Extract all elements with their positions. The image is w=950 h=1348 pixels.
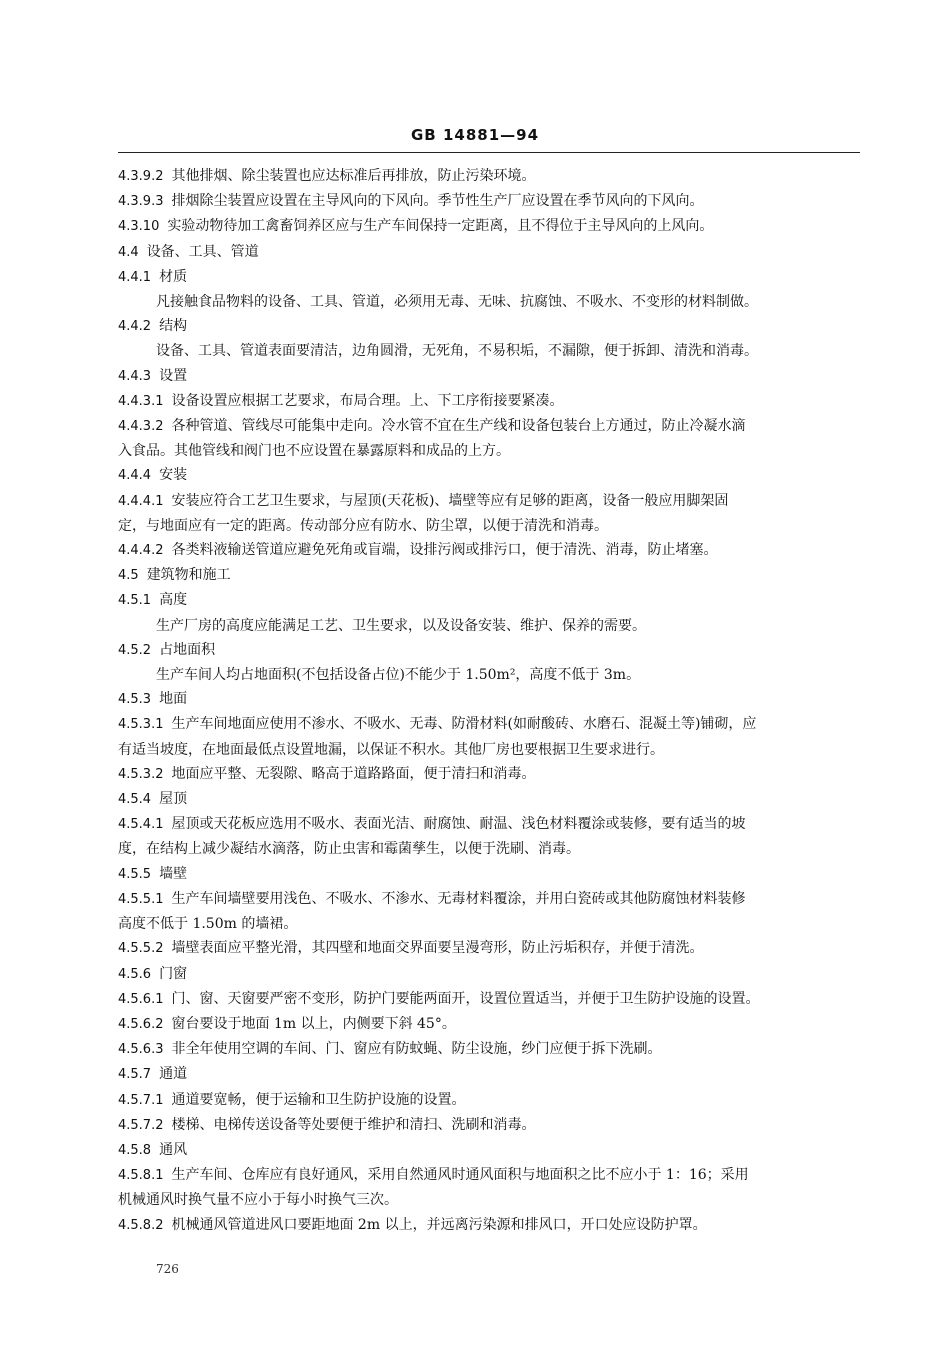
clause-text: 各类料液输送管道应避免死角或盲端，设排污阀或排污口，便于清洗、消毒，防止堵塞。 <box>171 542 718 559</box>
text-line <box>118 912 866 936</box>
clause-text: 设备、工具、管道 <box>146 243 259 260</box>
clause-text: 屋顶或天花板应选用不吸水、表面光洁、耐腐蚀、耐温、浅色材料覆涂或装修，要有适当的坡 <box>171 816 746 833</box>
clause-text: 实验动物待加工禽畜饲养区应与生产车间保持一定距离，且不得位于主导风向的上风向。 <box>167 218 714 235</box>
clause-text: 定，与地面应有一定的距离。传动部分应有防水、防尘罩，以便于清洗和消毒。 <box>118 517 608 534</box>
text-line <box>118 712 866 737</box>
clause-number: 4.4.4 <box>118 468 152 484</box>
text-line <box>118 1138 866 1163</box>
clause-text: 生产车间人均占地面积(不包括设备占位)不能少于 1.50m²，高度不低于 3m。 <box>156 667 641 684</box>
text-line <box>118 887 866 912</box>
text-line <box>118 862 866 887</box>
clause-text: 生产车间墙壁要用浅色、不吸水、不渗水、无毒材料覆涂，并用白瓷砖或其他防腐蚀材料装修 <box>171 890 746 907</box>
clause-number: 4.4.2 <box>118 319 152 335</box>
text-line <box>118 588 866 613</box>
clause-number: 4.5.7.1 <box>118 1092 164 1108</box>
text-line <box>118 738 866 762</box>
clause-text: 度，在结构上减少凝结水滴落，防止虫害和霉菌孳生，以便于洗刷、消毒。 <box>118 841 580 858</box>
clause-text: 生产车间地面应使用不渗水、不吸水、无毒、防滑材料(如耐酸砖、水磨石、混凝土等)铺砌，应 <box>171 716 757 733</box>
text-line <box>118 364 866 389</box>
text-line <box>118 290 866 314</box>
clause-text: 占地面积 <box>159 641 216 658</box>
clause-number: 4.5.5.2 <box>118 941 164 957</box>
page-number: 726 <box>156 1262 179 1276</box>
clause-number: 4.5.5 <box>118 866 152 882</box>
text-line <box>118 189 866 214</box>
text-line <box>118 1062 866 1087</box>
clause-number: 4.3.9.3 <box>118 194 164 210</box>
text-line <box>118 936 866 961</box>
text-line <box>118 265 866 290</box>
clause-text: 地面 <box>159 691 188 708</box>
clause-number: 4.5.4.1 <box>118 817 164 833</box>
text-line <box>118 563 866 588</box>
text-line <box>118 514 866 538</box>
text-line <box>118 1012 866 1037</box>
clause-number: 4.5.8 <box>118 1142 152 1158</box>
clause-text: 生产厂房的高度应能满足工艺、卫生要求，以及设备安装、维护、保养的需要。 <box>156 617 646 634</box>
text-line <box>118 389 866 414</box>
text-line <box>118 962 866 987</box>
text-line <box>118 339 866 363</box>
text-line <box>118 1213 866 1238</box>
clause-text: 屋顶 <box>159 791 188 808</box>
standard-header: GB 14881—94 <box>410 126 540 144</box>
text-line <box>118 314 866 339</box>
text-line <box>118 812 866 837</box>
clause-text: 设备设置应根据工艺要求，布局合理。上、下工序衔接要紧凑。 <box>171 392 564 409</box>
text-line <box>118 614 866 638</box>
text-line <box>118 164 866 189</box>
text-line <box>118 638 866 663</box>
clause-number: 4.5.3 <box>118 692 152 708</box>
clause-number: 4.4.1 <box>118 269 152 285</box>
text-line <box>118 1188 866 1212</box>
clause-text: 有适当坡度，在地面最低点设置地漏，以保证不积水。其他厂房也要根据卫生要求进行。 <box>118 741 664 758</box>
text-line <box>118 1037 866 1062</box>
text-line <box>118 463 866 488</box>
clause-text: 各种管道、管线尽可能集中走向。冷水管不宜在生产线和设备包装台上方通过，防止冷凝水滴 <box>171 418 746 435</box>
clause-text: 安装应符合工艺卫生要求，与屋顶(天花板)、墙壁等应有足够的距离，设备一般应用脚架固 <box>171 492 729 509</box>
clause-text: 结构 <box>159 318 188 335</box>
clause-text: 设置 <box>159 367 188 384</box>
clause-number: 4.4 <box>118 244 139 260</box>
clause-number: 4.5.5.1 <box>118 891 164 907</box>
text-line <box>118 489 866 514</box>
clause-text: 机械通风时换气量不应小于每小时换气三次。 <box>118 1192 398 1209</box>
text-line <box>118 439 866 463</box>
clause-number: 4.5.3.1 <box>118 717 164 733</box>
clause-number: 4.5.6.1 <box>118 991 164 1007</box>
text-line <box>118 214 866 239</box>
text-line <box>118 538 866 563</box>
clause-number: 4.5.7 <box>118 1067 152 1083</box>
clause-text: 设备、工具、管道表面要清洁，边角圆滑，无死角，不易积垢，不漏隙，便于拆卸、清洗和消毒。 <box>156 343 758 360</box>
text-line <box>118 987 866 1012</box>
clause-text: 门、窗、天窗要严密不变形，防护门要能两面开，设置位置适当，并便于卫生防护设施的设置。 <box>171 990 760 1007</box>
clause-number: 4.5.6.3 <box>118 1042 164 1058</box>
clause-number: 4.5.8.1 <box>118 1168 164 1184</box>
clause-number: 4.4.3 <box>118 368 152 384</box>
clause-number: 4.5.6 <box>118 966 152 982</box>
header-rule <box>118 152 860 153</box>
clause-text: 安装 <box>159 467 188 484</box>
text-line <box>118 762 866 787</box>
clause-text: 墙壁表面应平整光滑，其四壁和地面交界面要呈漫弯形，防止污垢积存，并便于清洗。 <box>171 940 704 957</box>
text-line <box>118 1163 866 1188</box>
clause-number: 4.5.8.2 <box>118 1217 164 1233</box>
clause-number: 4.5.1 <box>118 593 152 609</box>
text-line <box>118 1088 866 1113</box>
clause-number: 4.4.4.1 <box>118 493 164 509</box>
text-line <box>118 837 866 861</box>
clause-number: 4.3.9.2 <box>118 169 164 184</box>
clause-number: 4.5.4 <box>118 792 152 808</box>
clause-number: 4.5 <box>118 568 139 584</box>
clause-text: 排烟除尘装置应设置在主导风向的下风向。季节性生产厂应设置在季节风向的下风向。 <box>171 193 704 210</box>
clause-text: 其他排烟、除尘装置也应达标准后再排放，防止污染环境。 <box>171 168 536 184</box>
clause-text: 楼梯、电梯传送设备等处要便于维护和清扫、洗刷和消毒。 <box>171 1116 536 1133</box>
clause-number: 4.5.3.2 <box>118 766 164 782</box>
clause-number: 4.4.3.1 <box>118 393 164 409</box>
clause-text: 通道 <box>159 1066 188 1083</box>
clause-text: 机械通风管道进风口要距地面 2m 以上，并远离污染源和排风口，开口处应设防护罩。 <box>171 1216 707 1233</box>
clause-number: 4.5.2 <box>118 642 152 658</box>
clause-text: 通道要宽畅，便于运输和卫生防护设施的设置。 <box>171 1091 466 1108</box>
clause-text: 地面应平整、无裂隙、略高于道路路面，便于清扫和消毒。 <box>171 765 536 782</box>
clause-number: 4.4.4.2 <box>118 543 164 559</box>
clause-number: 4.4.3.2 <box>118 419 164 435</box>
text-line <box>118 787 866 812</box>
clause-text: 建筑物和施工 <box>146 567 231 584</box>
clause-number: 4.5.6.2 <box>118 1016 164 1032</box>
clause-text: 非全年使用空调的车间、门、窗应有防蚊蝇、防尘设施，纱门应便于拆下洗刷。 <box>171 1041 662 1058</box>
clause-text: 高度 <box>159 592 188 609</box>
text-line <box>118 414 866 439</box>
text-line <box>118 1113 866 1138</box>
clause-text: 生产车间、仓库应有良好通风，采用自然通风时通风面积与地面积之比不应小于 1：16；采用 <box>171 1167 749 1184</box>
clause-text: 墙壁 <box>159 865 188 882</box>
text-line <box>118 687 866 712</box>
clause-text: 高度不低于 1.50m 的墙裙。 <box>118 916 298 933</box>
clause-text: 窗台要设于地面 1m 以上，内侧要下斜 45°。 <box>171 1015 456 1032</box>
clause-text: 通风 <box>159 1141 188 1158</box>
document-body <box>118 164 866 1238</box>
clause-text: 门窗 <box>159 965 188 982</box>
clause-text: 凡接触食品物料的设备、工具、管道，必须用无毒、无味、抗腐蚀、不吸水、不变形的材料制做。 <box>156 294 758 311</box>
text-line <box>118 240 866 265</box>
clause-number: 4.5.7.2 <box>118 1117 164 1133</box>
clause-text: 入食品。其他管线和阀门也不应设置在暴露原料和成品的上方。 <box>118 443 510 460</box>
clause-text: 材质 <box>159 268 188 285</box>
clause-number: 4.3.10 <box>118 219 160 235</box>
text-line <box>118 663 866 687</box>
